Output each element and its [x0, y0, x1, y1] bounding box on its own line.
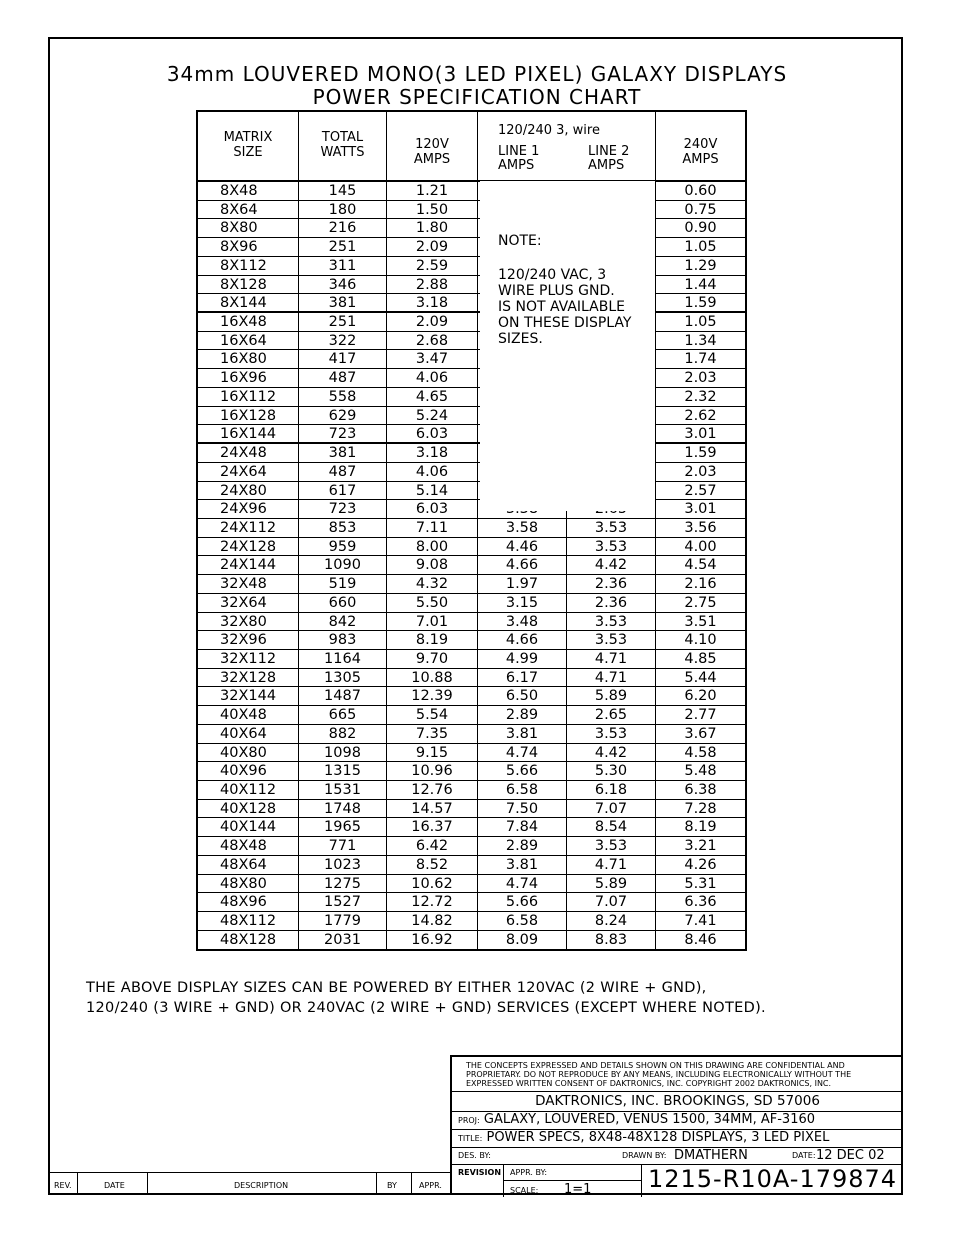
cell-120v-amps: 7.01 — [387, 613, 478, 631]
cell-120v-amps: 16.37 — [387, 818, 478, 836]
cell-matrix-size: 8X48 — [198, 182, 299, 200]
cell-120v-amps: 12.39 — [387, 687, 478, 705]
cell-total-watts: 983 — [299, 631, 387, 649]
table-row — [198, 313, 745, 332]
table-row — [198, 818, 745, 837]
cell-240v-amps: 4.26 — [684, 856, 717, 873]
cell-total-watts: 842 — [299, 613, 387, 631]
cell-line1-amps: 3.58 — [478, 519, 567, 537]
table-row — [198, 650, 745, 669]
cell-240v-amps: 1.34 — [684, 332, 717, 349]
cell-total-watts: 519 — [299, 575, 387, 593]
cell-120v-amps: 9.08 — [387, 556, 478, 574]
cell-line1-amps: 3.48 — [478, 613, 567, 631]
table-body — [198, 182, 745, 949]
table-row — [198, 444, 745, 463]
table-row — [198, 856, 745, 875]
table-row — [198, 669, 745, 688]
cell-total-watts: 558 — [299, 388, 387, 406]
cell-matrix-size: 48X96 — [198, 893, 299, 911]
cell-matrix-size: 48X80 — [198, 875, 299, 893]
cell-total-watts: 1275 — [299, 875, 387, 893]
cell-line2-amps: 3.53 — [567, 519, 656, 537]
cell-line1-amps: 7.84 — [478, 818, 567, 836]
cell-240v-amps: 1.29 — [684, 257, 717, 274]
cell-total-watts: 251 — [299, 238, 387, 256]
table-row — [198, 425, 745, 444]
cell-matrix-size: 8X144 — [198, 294, 299, 311]
cell-line1-amps: 4.66 — [478, 556, 567, 574]
cell-matrix-size: 32X128 — [198, 669, 299, 687]
table-row — [198, 613, 745, 632]
cell-line1-amps: 4.99 — [478, 650, 567, 668]
cell-line1-amps: 2.89 — [478, 706, 567, 724]
cell-matrix-size: 32X64 — [198, 594, 299, 612]
table-row — [198, 875, 745, 894]
cell-matrix-size: 40X144 — [198, 818, 299, 836]
cell-120v-amps: 7.11 — [387, 519, 478, 537]
cell-240v-amps: 0.75 — [684, 201, 717, 218]
table-row — [198, 538, 745, 557]
cell-line2-amps: 5.89 — [567, 687, 656, 705]
cell-line1-amps: 6.58 — [478, 912, 567, 930]
cell-240v-amps: 4.00 — [684, 538, 717, 555]
cell-total-watts: 1098 — [299, 744, 387, 762]
cell-240v-amps: 4.54 — [684, 557, 717, 574]
cell-matrix-size: 16X48 — [198, 313, 299, 331]
cell-total-watts: 216 — [299, 219, 387, 237]
header-matrix-size: MATRIX SIZE — [198, 112, 299, 180]
cell-120v-amps: 7.35 — [387, 725, 478, 743]
cell-total-watts: 311 — [299, 257, 387, 275]
cell-total-watts: 1305 — [299, 669, 387, 687]
table-row — [198, 744, 745, 763]
cell-120v-amps: 16.92 — [387, 931, 478, 950]
cell-240v-amps: 2.32 — [684, 388, 717, 405]
cell-240v-amps: 3.01 — [684, 501, 717, 518]
cell-total-watts: 1531 — [299, 781, 387, 799]
cell-line2-amps: 3.53 — [567, 613, 656, 631]
cell-line2-amps: 3.53 — [567, 631, 656, 649]
cell-matrix-size: 8X128 — [198, 276, 299, 294]
table-row — [198, 893, 745, 912]
cell-240v-amps: 2.62 — [684, 407, 717, 424]
cell-240v-amps: 7.28 — [684, 800, 717, 817]
note-line: 120/240 VAC, 3 — [498, 267, 607, 283]
cell-line2-amps: 3.53 — [567, 538, 656, 556]
cell-line1-amps: 5.66 — [478, 893, 567, 911]
cell-matrix-size: 40X96 — [198, 762, 299, 780]
cell-line2-amps: 7.07 — [567, 893, 656, 911]
cell-total-watts: 660 — [299, 594, 387, 612]
cell-240v-amps: 3.56 — [684, 519, 717, 536]
cell-total-watts: 882 — [299, 725, 387, 743]
cell-120v-amps: 8.00 — [387, 538, 478, 556]
cell-240v-amps: 1.59 — [684, 445, 717, 462]
cell-line1-amps: 4.46 — [478, 538, 567, 556]
cell-line1-amps: 7.50 — [478, 800, 567, 818]
note-box — [480, 181, 656, 511]
table-row — [198, 257, 745, 276]
cell-matrix-size: 24X48 — [198, 444, 299, 462]
cell-120v-amps: 3.47 — [387, 350, 478, 368]
cell-matrix-size: 32X80 — [198, 613, 299, 631]
note-title: NOTE: — [498, 233, 542, 249]
cell-line2-amps: 5.89 — [567, 875, 656, 893]
cell-240v-amps: 4.10 — [684, 632, 717, 649]
table-row — [198, 294, 745, 313]
cell-line1-amps: 4.74 — [478, 875, 567, 893]
cell-240v-amps: 8.46 — [684, 931, 717, 948]
cell-matrix-size: 48X128 — [198, 931, 299, 950]
cell-120v-amps: 5.54 — [387, 706, 478, 724]
cell-total-watts: 322 — [299, 332, 387, 350]
cell-matrix-size: 32X96 — [198, 631, 299, 649]
cell-total-watts: 1527 — [299, 893, 387, 911]
header-120v-amps: 120V AMPS — [387, 112, 478, 180]
note-line: WIRE PLUS GND. — [498, 283, 615, 299]
cell-total-watts: 346 — [299, 276, 387, 294]
cell-total-watts: 617 — [299, 482, 387, 500]
cell-line2-amps: 2.36 — [567, 594, 656, 612]
cell-total-watts: 1164 — [299, 650, 387, 668]
cell-total-watts: 853 — [299, 519, 387, 537]
cell-120v-amps: 1.80 — [387, 219, 478, 237]
cell-120v-amps: 2.68 — [387, 332, 478, 350]
cell-matrix-size: 16X144 — [198, 425, 299, 442]
cell-120v-amps: 6.03 — [387, 425, 478, 442]
cell-matrix-size: 8X64 — [198, 201, 299, 219]
cell-line1-amps: 8.09 — [478, 931, 567, 950]
cell-line1-amps: 6.58 — [478, 781, 567, 799]
cell-matrix-size: 24X144 — [198, 556, 299, 574]
cell-line2-amps: 7.07 — [567, 800, 656, 818]
footnote — [86, 978, 766, 1018]
table-row — [198, 388, 745, 407]
cell-total-watts: 665 — [299, 706, 387, 724]
cell-line2-amps: 4.71 — [567, 650, 656, 668]
table-row — [198, 276, 745, 295]
cell-240v-amps: 8.19 — [684, 819, 717, 836]
header-240v-amps: 240V AMPS — [682, 137, 719, 167]
cell-matrix-size: 16X128 — [198, 407, 299, 425]
cell-240v-amps: 1.05 — [684, 314, 717, 331]
cell-240v-amps: 3.21 — [684, 838, 717, 855]
cell-matrix-size: 8X96 — [198, 238, 299, 256]
cell-line2-amps: 4.71 — [567, 856, 656, 874]
table-row — [198, 182, 745, 201]
table-row — [198, 594, 745, 613]
cell-total-watts: 487 — [299, 463, 387, 481]
cell-240v-amps: 2.57 — [684, 482, 717, 499]
cell-total-watts: 1487 — [299, 687, 387, 705]
cell-matrix-size: 24X112 — [198, 519, 299, 537]
table-row — [198, 800, 745, 819]
cell-line2-amps: 8.83 — [567, 931, 656, 950]
cell-240v-amps: 3.51 — [684, 613, 717, 630]
designer-row: DES. BY: DRAWN BY: DMATHERN DATE: 12 DEC 02 — [452, 1147, 903, 1165]
cell-matrix-size: 48X112 — [198, 912, 299, 930]
table-row — [198, 332, 745, 351]
cell-120v-amps: 4.06 — [387, 463, 478, 481]
cell-120v-amps: 3.18 — [387, 444, 478, 462]
cell-240v-amps: 0.90 — [684, 220, 717, 237]
cell-line2-amps: 8.54 — [567, 818, 656, 836]
cell-120v-amps: 10.96 — [387, 762, 478, 780]
cell-matrix-size: 8X112 — [198, 257, 299, 275]
cell-total-watts: 1748 — [299, 800, 387, 818]
cell-120v-amps: 3.18 — [387, 294, 478, 311]
footnote-line: THE ABOVE DISPLAY SIZES CAN BE POWERED BY EITHER 120VAC (2 WIRE + GND), — [86, 980, 707, 996]
cell-240v-amps: 2.03 — [684, 370, 717, 387]
cell-line2-amps: 3.53 — [567, 725, 656, 743]
cell-120v-amps: 2.09 — [387, 238, 478, 256]
confidential-notice: THE CONCEPTS EXPRESSED AND DETAILS SHOWN ON THIS DRAWING ARE CONFIDENTIAL AND PROPRIETARY. DO NOT REPRODUCE BY ANY MEANS, INCLUDING ELECTRONICALLY WITHOUT THE EXPRESSED WRITTEN CONSENT OF DAKTRONICS, INC. COPYRIGHT 2002 DAKTRONICS, INC. — [452, 1057, 903, 1092]
cell-matrix-size: 40X80 — [198, 744, 299, 762]
table-row — [198, 556, 745, 575]
table-row — [198, 931, 745, 950]
note-line: ON THESE DISPLAY — [498, 315, 632, 331]
cell-matrix-size: 48X48 — [198, 837, 299, 855]
cell-line1-amps: 2.89 — [478, 837, 567, 855]
cell-total-watts: 1779 — [299, 912, 387, 930]
cell-120v-amps: 5.50 — [387, 594, 478, 612]
table-row — [198, 463, 745, 482]
cell-total-watts: 487 — [299, 369, 387, 387]
cell-total-watts: 1965 — [299, 818, 387, 836]
table-row — [198, 500, 745, 519]
company-name: DAKTRONICS, INC. BROOKINGS, SD 57006 — [452, 1092, 903, 1112]
table-row — [198, 912, 745, 931]
table-row — [198, 575, 745, 594]
cell-line2-amps: 2.65 — [567, 706, 656, 724]
cell-120v-amps: 5.14 — [387, 482, 478, 500]
cell-120v-amps: 14.82 — [387, 912, 478, 930]
cell-line1-amps: 6.17 — [478, 669, 567, 687]
cell-120v-amps: 2.59 — [387, 257, 478, 275]
cell-120v-amps: 6.03 — [387, 500, 478, 518]
cell-line2-amps: 3.53 — [567, 837, 656, 855]
cell-matrix-size: 40X128 — [198, 800, 299, 818]
cell-120v-amps: 8.52 — [387, 856, 478, 874]
title-block — [450, 1055, 903, 1195]
cell-240v-amps: 6.38 — [684, 782, 717, 798]
cell-line2-amps: 4.42 — [567, 556, 656, 574]
cell-line2-amps: 2.36 — [567, 575, 656, 593]
cell-120v-amps: 9.15 — [387, 744, 478, 762]
header-three-wire: 120/240 3, wire LINE 1 AMPS LINE 2 AMPS — [478, 112, 656, 180]
cell-240v-amps: 2.77 — [684, 707, 717, 724]
cell-120v-amps: 12.72 — [387, 893, 478, 911]
table-header — [198, 112, 745, 182]
cell-matrix-size: 40X112 — [198, 781, 299, 799]
cell-total-watts: 1090 — [299, 556, 387, 574]
table-row — [198, 781, 745, 800]
cell-240v-amps: 1.59 — [684, 295, 717, 312]
cell-total-watts: 251 — [299, 313, 387, 331]
cell-line2-amps: 8.24 — [567, 912, 656, 930]
cell-240v-amps: 6.36 — [684, 894, 717, 911]
cell-120v-amps: 2.09 — [387, 313, 478, 331]
cell-line1-amps: 3.15 — [478, 594, 567, 612]
cell-240v-amps: 5.48 — [684, 763, 717, 780]
cell-matrix-size: 32X144 — [198, 687, 299, 705]
table-row — [198, 519, 745, 538]
table-row — [198, 725, 745, 744]
cell-line1-amps: 5.66 — [478, 762, 567, 780]
cell-total-watts: 2031 — [299, 931, 387, 950]
cell-line2-amps: 4.71 — [567, 669, 656, 687]
cell-line2-amps: 5.30 — [567, 762, 656, 780]
cell-120v-amps: 10.62 — [387, 875, 478, 893]
note-line: SIZES. — [498, 331, 543, 347]
cell-240v-amps: 7.41 — [684, 913, 717, 930]
cell-total-watts: 417 — [299, 350, 387, 368]
cell-line2-amps: 4.42 — [567, 744, 656, 762]
cell-total-watts: 629 — [299, 407, 387, 425]
title-row: TITLE: POWER SPECS, 8X48-48X128 DISPLAYS, 3 LED PIXEL — [452, 1129, 903, 1148]
cell-120v-amps: 1.50 — [387, 201, 478, 219]
table-row — [198, 350, 745, 369]
cell-total-watts: 723 — [299, 425, 387, 442]
cell-matrix-size: 16X112 — [198, 388, 299, 406]
cell-120v-amps: 10.88 — [387, 669, 478, 687]
cell-line2-amps: 6.18 — [567, 781, 656, 799]
cell-120v-amps: 4.32 — [387, 575, 478, 593]
page-title: 34mm LOUVERED MONO(3 LED PIXEL) GALAXY DISPLAYS — [166, 62, 788, 86]
table-row — [198, 219, 745, 238]
cell-120v-amps: 8.19 — [387, 631, 478, 649]
cell-120v-amps: 4.65 — [387, 388, 478, 406]
revision-block: REV. DATE DESCRIPTION BY APPR. — [48, 1172, 450, 1195]
cell-240v-amps: 3.67 — [684, 725, 717, 742]
table-row — [198, 687, 745, 706]
approval-cell: APPR. BY: SCALE: 1=1 — [504, 1164, 642, 1197]
cell-240v-amps: 2.03 — [684, 463, 717, 480]
page-subtitle: POWER SPECIFICATION CHART — [312, 85, 642, 109]
power-spec-table — [196, 110, 747, 951]
table-row — [198, 407, 745, 426]
table-row — [198, 706, 745, 725]
cell-matrix-size: 32X112 — [198, 650, 299, 668]
footnote-line: 120/240 (3 WIRE + GND) OR 240VAC (2 WIRE + GND) SERVICES (EXCEPT WHERE NOTED). — [86, 1000, 766, 1016]
cell-total-watts: 381 — [299, 294, 387, 311]
cell-matrix-size: 24X80 — [198, 482, 299, 500]
cell-240v-amps: 4.85 — [684, 650, 717, 667]
cell-matrix-size: 48X64 — [198, 856, 299, 874]
cell-240v-amps: 1.74 — [684, 351, 717, 368]
cell-total-watts: 381 — [299, 444, 387, 462]
cell-240v-amps: 2.16 — [684, 576, 717, 593]
cell-total-watts: 771 — [299, 837, 387, 855]
cell-120v-amps: 2.88 — [387, 276, 478, 294]
cell-total-watts: 180 — [299, 201, 387, 219]
cell-line1-amps: 1.97 — [478, 575, 567, 593]
cell-matrix-size: 8X80 — [198, 219, 299, 237]
cell-line1-amps: 3.81 — [478, 856, 567, 874]
table-row — [198, 762, 745, 781]
cell-120v-amps: 6.42 — [387, 837, 478, 855]
cell-240v-amps: 0.60 — [684, 183, 717, 199]
cell-total-watts: 1315 — [299, 762, 387, 780]
drawing-number: 1215-R10A-179874 — [647, 1165, 898, 1193]
cell-120v-amps: 5.24 — [387, 407, 478, 425]
cell-240v-amps: 5.44 — [684, 669, 717, 686]
project-row: PROJ: GALAXY, LOUVERED, VENUS 1500, 34MM, AF-3160 — [452, 1111, 903, 1130]
cell-total-watts: 145 — [299, 182, 387, 200]
header-total-watts: TOTAL WATTS — [299, 112, 387, 180]
cell-240v-amps: 5.31 — [684, 875, 717, 892]
cell-120v-amps: 4.06 — [387, 369, 478, 387]
cell-matrix-size: 24X96 — [198, 500, 299, 518]
cell-total-watts: 959 — [299, 538, 387, 556]
cell-matrix-size: 40X64 — [198, 725, 299, 743]
cell-total-watts: 723 — [299, 500, 387, 518]
cell-matrix-size: 16X80 — [198, 350, 299, 368]
cell-240v-amps: 1.05 — [684, 239, 717, 256]
table-row — [198, 837, 745, 856]
cell-line1-amps: 4.74 — [478, 744, 567, 762]
revision-cell: REVISION — [452, 1164, 504, 1197]
cell-line1-amps: 3.81 — [478, 725, 567, 743]
cell-240v-amps: 3.01 — [684, 426, 717, 443]
cell-line1-amps: 6.50 — [478, 687, 567, 705]
table-row — [198, 201, 745, 220]
cell-matrix-size: 24X128 — [198, 538, 299, 556]
table-row — [198, 238, 745, 257]
table-row — [198, 482, 745, 501]
cell-120v-amps: 12.76 — [387, 781, 478, 799]
cell-240v-amps: 4.58 — [684, 744, 717, 761]
cell-240v-amps: 1.44 — [684, 276, 717, 293]
cell-120v-amps: 9.70 — [387, 650, 478, 668]
cell-matrix-size: 16X64 — [198, 332, 299, 350]
cell-matrix-size: 24X64 — [198, 463, 299, 481]
cell-120v-amps: 1.21 — [387, 182, 478, 200]
cell-total-watts: 1023 — [299, 856, 387, 874]
cell-matrix-size: 40X48 — [198, 706, 299, 724]
cell-matrix-size: 16X96 — [198, 369, 299, 387]
note-line: IS NOT AVAILABLE — [498, 299, 625, 315]
cell-matrix-size: 32X48 — [198, 575, 299, 593]
table-row — [198, 631, 745, 650]
cell-120v-amps: 14.57 — [387, 800, 478, 818]
cell-240v-amps: 6.20 — [684, 688, 717, 705]
cell-240v-amps: 2.75 — [684, 594, 717, 611]
table-row — [198, 369, 745, 388]
cell-line1-amps: 4.66 — [478, 631, 567, 649]
